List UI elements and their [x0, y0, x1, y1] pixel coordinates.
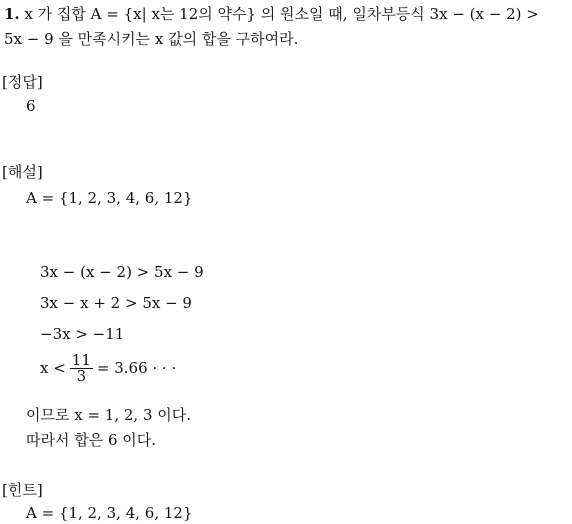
fraction-denominator: 3 [76, 366, 87, 385]
solution-set-line: A = {1, 2, 3, 4, 6, 12} [26, 189, 193, 207]
solution-conclusion-1: 이므로 x = 1, 2, 3 이다. [26, 406, 192, 424]
hint-set-line: A = {1, 2, 3, 4, 6, 12} [26, 504, 193, 522]
answer-value: 6 [26, 97, 36, 115]
solution-conclusion-2: 따라서 합은 6 이다. [26, 431, 157, 449]
solution-step-2: 3x − x + 2 > 5x − 9 [40, 294, 192, 312]
fraction-numerator: 11 [71, 350, 91, 369]
inequality-lhs: x < [40, 359, 66, 377]
solution-step-1: 3x − (x − 2) > 5x − 9 [40, 263, 204, 281]
problem-line-2: 5x − 9 을 만족시키는 x 값의 합을 구하여라. [4, 30, 299, 48]
problem-line-1: x 가 집합 A = {x| x는 12의 약수} 의 원소일 때, 일차부등식 3x − (x − 2) > [24, 5, 539, 23]
solution-step-4 [40, 348, 176, 388]
hint-label: [힌트] [2, 481, 43, 499]
answer-label: [정답] [2, 73, 43, 91]
solution-label: [해설] [2, 163, 43, 181]
solution-step-3: −3x > −11 [40, 325, 125, 343]
problem-statement [4, 4, 539, 24]
inequality-rhs: = 3.66 · · · [96, 359, 177, 377]
problem-number: 1. [4, 5, 20, 23]
fraction [70, 350, 93, 385]
